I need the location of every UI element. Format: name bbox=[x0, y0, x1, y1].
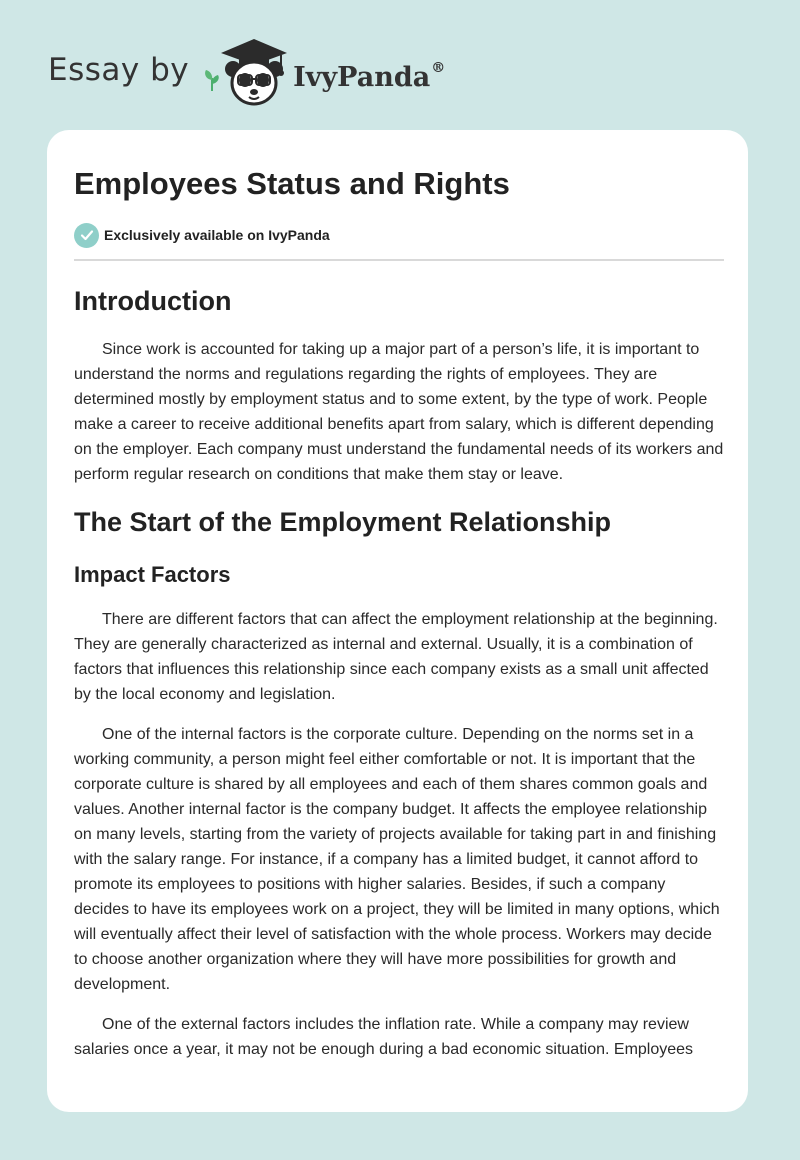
subsection-heading-impact-factors: Impact Factors bbox=[74, 562, 231, 587]
page-title: Employees Status and Rights bbox=[74, 166, 510, 201]
site-header bbox=[48, 36, 548, 110]
paragraph-impact-2: One of the internal factors is the corporate culture. Depending on the norms set in a working community, a person might feel either comfortable or not. It is important that the corporate culture is shared by all employees and each of them shares common goals and values. Another internal factor is the company budget. It affects the employee relationship on many levels, starting from the variety of projects available for taking part in and finishing with the salary range. For instance, if a company has a limited budget, it cannot afford to promote its employees to positions with higher salaries. Besides, if such a company decides to have its employees work on a project, they will be limited in many options, which will eventually affect their level of satisfaction with the whole process. Workers may decide to choose another organization where they will have more possibilities for growth and development. bbox=[74, 726, 720, 993]
essay-content bbox=[74, 162, 724, 1062]
exclusive-badge bbox=[74, 222, 724, 248]
exclusive-badge-label: Exclusively available on IvyPanda bbox=[104, 227, 330, 243]
panda-graduate-icon bbox=[219, 37, 289, 109]
essay-by-label: Essay by bbox=[48, 52, 190, 88]
paragraph-impact-1: There are different factors that can affect the employment relationship at the beginning. They are generally characterized as internal and external. Usually, it is a combination of factors that influences this relationship since each company exists as a small unit affected by the local economy and legislation. bbox=[74, 611, 718, 703]
divider bbox=[74, 259, 724, 261]
check-icon bbox=[74, 223, 99, 248]
section-heading-employment-start: The Start of the Employment Relationship bbox=[74, 507, 612, 537]
registered-mark: ® bbox=[431, 59, 446, 76]
paragraph-introduction: Since work is accounted for taking up a major part of a person’s life, it is important to understand the norms and regulations regarding the rights of employees. They are determined mostly by employment status and to some extent, by the type of work. People make a career to receive additional benefits apart from salary, which is different depending on the employer. Each company must understand the fundamental needs of its workers and perform regular research on conditions that make them stay or leave. bbox=[74, 341, 724, 483]
section-heading-introduction: Introduction bbox=[74, 286, 232, 316]
essay-card bbox=[47, 130, 748, 1112]
paragraph-impact-3: One of the external factors includes the inflation rate. While a company may review salaries once a year, it may not be enough during a bad economic situation. Employees bbox=[74, 1016, 694, 1058]
brand-name[interactable]: IvyPanda® bbox=[293, 59, 446, 93]
